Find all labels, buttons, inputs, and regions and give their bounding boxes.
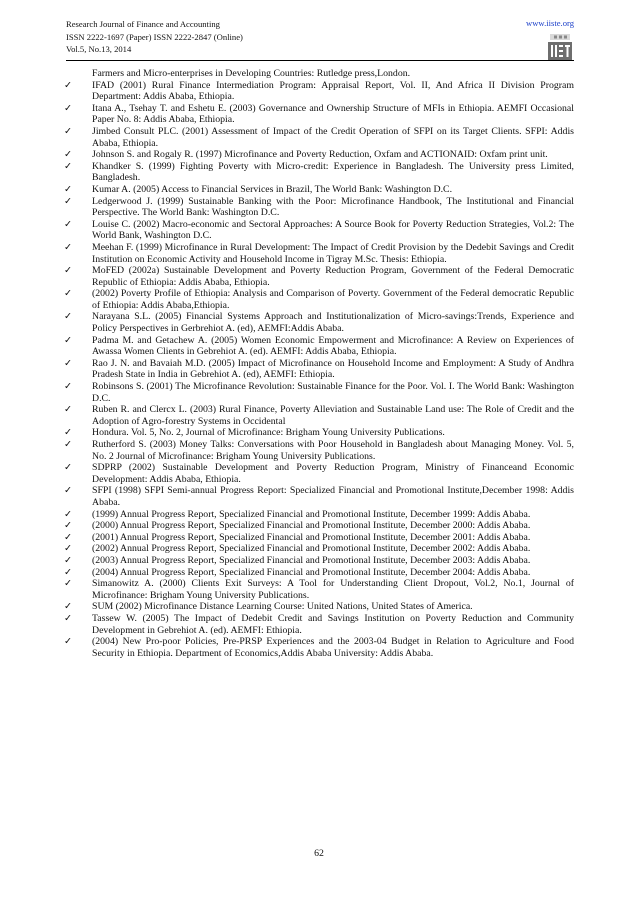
check-mark-icon: ✓ xyxy=(64,288,73,300)
reference-item xyxy=(64,404,574,427)
reference-item xyxy=(64,161,574,184)
reference-text: Simanowitz A. (2000) Clients Exit Surveys: A Tool for Understanding Client Dropout, Vol.2, No.1, Journal of Microfinance: Brigham Young University Publications. xyxy=(92,578,574,601)
reference-text: Khandker S. (1999) Fighting Poverty with Micro-credit: Experience in Bangladesh. The University press Limited, Bangladesh. xyxy=(92,160,574,184)
reference-text: Meehan F. (1999) Microfinance in Rural Development: The Impact of Credit Provision by the Dedebit Savings and Credit Institution on Economic Activity and Household Income in Tigray M.Sc. Thesis: Ethiopia. xyxy=(92,241,574,265)
reference-text: (1999) Annual Progress Report, Specialized Financial and Promotional Institute, December 1999: Addis Ababa. xyxy=(92,508,531,520)
reference-item xyxy=(64,520,574,532)
reference-item xyxy=(64,613,574,636)
check-mark-icon: ✓ xyxy=(64,462,73,474)
reference-text: Rao J. N. and Bavaiah M.D. (2005) Impact of Microfinance on Household Income and Employment: A Study of Andhra Pradesh State in India in Gebrehiot A. (ed), AEMFI: Ethiopia. xyxy=(92,357,574,381)
check-mark-icon: ✓ xyxy=(64,404,73,416)
reference-item xyxy=(64,485,574,508)
reference-text: Jimbed Consult PLC. (2001) Assessment of Impact of the Credit Operation of SFPI on its Target Clients. SFPI: Addis Ababa, Ethiopia. xyxy=(92,125,574,149)
reference-text: (2000) Annual Progress Report, Specialized Financial and Promotional Institute, December 2000: Addis Ababa. xyxy=(92,520,531,532)
check-mark-icon: ✓ xyxy=(64,485,73,497)
reference-item xyxy=(64,219,574,242)
reference-item xyxy=(64,532,574,544)
reference-item xyxy=(64,601,574,613)
iiste-logo-icon xyxy=(548,34,572,60)
reference-item xyxy=(64,567,574,579)
reference-text: (2003) Annual Progress Report, Specialized Financial and Promotional Institute, December 2003: Addis Ababa. xyxy=(92,554,531,566)
reference-item xyxy=(64,555,574,567)
reference-item xyxy=(64,509,574,521)
reference-text: SUM (2002) Microfinance Distance Learning Course: United Nations, United States of America. xyxy=(92,601,473,613)
reference-items xyxy=(64,80,574,660)
reference-item xyxy=(64,358,574,381)
reference-text: (2002) Annual Progress Report, Specialized Financial and Promotional Institute, December 2002: Addis Ababa. xyxy=(92,543,531,555)
reference-text: Ledgerwood J. (1999) Sustainable Banking with the Poor: Microfinance Handbook, The Institutional and Financial Perspective. The World Bank: Washington D.C. xyxy=(92,195,574,219)
reference-item xyxy=(64,242,574,265)
check-mark-icon: ✓ xyxy=(64,357,73,369)
check-mark-icon: ✓ xyxy=(64,531,73,543)
reference-text: (2004) Annual Progress Report, Specialized Financial and Promotional Institute, December 2004: Addis Ababa. xyxy=(92,566,531,578)
reference-text: MoFED (2002a) Sustainable Development and Poverty Reduction Program, Government of the Federal Democratic Republic of Ethiopia: Addis Ababa, Ethiopia. xyxy=(92,265,574,288)
check-mark-icon: ✓ xyxy=(64,311,73,323)
reference-item xyxy=(64,427,574,439)
running-header xyxy=(66,18,243,56)
reference-item xyxy=(64,439,574,462)
reference-text: (2001) Annual Progress Report, Specialized Financial and Promotional Institute, December 2001: Addis Ababa. xyxy=(92,531,531,543)
reference-item xyxy=(64,126,574,149)
reference-text: Kumar A. (2005) Access to Financial Services in Brazil, The World Bank: Washington D.C. xyxy=(92,183,453,195)
reference-text: (2004) New Pro-poor Policies, Pre-PRSP Experiences and the 2003-04 Budget in Relation to Agriculture and Food Security in Ethiopia. Department of Economics,Addis Ababa University: Addis Ababa. xyxy=(92,636,574,659)
reference-item xyxy=(64,311,574,334)
check-mark-icon: ✓ xyxy=(64,218,73,230)
check-mark-icon: ✓ xyxy=(64,195,73,207)
check-mark-icon: ✓ xyxy=(64,520,73,532)
journal-name: Research Journal of Finance and Accounting xyxy=(66,19,220,29)
reference-list xyxy=(64,68,574,659)
check-mark-icon: ✓ xyxy=(64,102,73,114)
check-mark-icon: ✓ xyxy=(64,554,73,566)
reference-continuation: Farmers and Micro-enterprises in Developing Countries: Rutledge press,London. xyxy=(92,68,411,79)
reference-item xyxy=(64,462,574,485)
reference-text: Ruben R. and Clercx L. (2003) Rural Finance, Poverty Alleviation and Sustainable Land use: The Role of Credit and the Adoption of Agro-forestry Systems in Occidental xyxy=(92,404,574,427)
check-mark-icon: ✓ xyxy=(64,183,73,195)
reference-text: SDPRP (2002) Sustainable Development and Poverty Reduction Program, Ministry of Financeand Economic Development: Addis Ababa, Ethiopia. xyxy=(92,462,574,485)
reference-text: Louise C. (2002) Macro-economic and Sectoral Approaches: A Source Book for Poverty Reduction Strategies, Vol.2: The World Bank, Washington D.C. xyxy=(92,218,574,242)
check-mark-icon: ✓ xyxy=(64,439,73,450)
check-mark-icon: ✓ xyxy=(64,79,73,91)
reference-text: IFAD (2001) Rural Finance Intermediation Program: Appraisal Report, Vol. II, And Africa II Division Program Department: Addis Ababa, Ethiopia. xyxy=(92,79,574,103)
reference-item xyxy=(64,265,574,288)
check-mark-icon: ✓ xyxy=(64,160,73,172)
reference-text: Rutherford S. (2003) Money Talks: Conversations with Poor Household in Bangladesh about Managing Money. Vol. 5, No. 2 Journal of Microfinance: Brigham Young University Publications. xyxy=(92,439,574,462)
reference-item xyxy=(64,381,574,404)
reference-text: Johnson S. and Rogaly R. (1997) Microfinance and Poverty Reduction, Oxfam and ACTIONAID: Oxfam print unit. xyxy=(92,149,548,161)
reference-text: Robinsons S. (2001) The Microfinance Revolution: Sustainable Finance for the Poor. Vol. I. The World Bank: Washington D.C. xyxy=(92,381,574,404)
check-mark-icon: ✓ xyxy=(64,612,73,624)
reference-text: (2002) Poverty Profile of Ethiopia: Analysis and Comparison of Poverty. Government of the Federal democratic Republic of Ethiopia: Addis Ababa,Ethiopia. xyxy=(92,288,574,311)
check-mark-icon: ✓ xyxy=(64,543,73,555)
reference-text: Hondura. Vol. 5, No. 2, Journal of Microfinance: Brigham Young University Publications. xyxy=(92,427,445,439)
reference-item xyxy=(64,103,574,126)
journal-url-link[interactable]: www.iiste.org xyxy=(526,18,574,28)
check-mark-icon: ✓ xyxy=(64,427,73,439)
reference-text: Itana A., Tsehay T. and Eshetu E. (2003) Governance and Ownership Structure of MFIs in Ethiopia. AEMFI Occasional Paper No. 8: Addis Ababa, Ethiopia. xyxy=(92,102,574,126)
check-mark-icon: ✓ xyxy=(64,601,73,613)
reference-item xyxy=(64,184,574,196)
check-mark-icon: ✓ xyxy=(64,566,73,578)
check-mark-icon: ✓ xyxy=(64,578,73,590)
reference-item xyxy=(64,636,574,659)
check-mark-icon: ✓ xyxy=(64,125,73,137)
reference-item xyxy=(64,149,574,161)
check-mark-icon: ✓ xyxy=(64,241,73,253)
reference-text: Narayana S.L. (2005) Financial Systems Approach and Institutionalization of Micro-savings:Trends, Experience and Policy Perspectives in Gerbrehiot A. (ed), AEMFI:Addis Ababa. xyxy=(92,311,574,335)
check-mark-icon: ✓ xyxy=(64,265,73,277)
reference-text: Padma M. and Getachew A. (2005) Women Economic Empowerment and Microfinance: A Review on Experiences of Awassa Women Clients in Gebrehiot A. (ed). AEMFI: Addis Ababa, Ethiopia. xyxy=(92,334,574,358)
volume-line: Vol.5, No.13, 2014 xyxy=(66,44,132,55)
check-mark-icon: ✓ xyxy=(64,508,73,520)
reference-text: SFPI (1998) SFPI Semi-annual Progress Report: Specialized Financial and Promotional Institute,December 1998: Addis Ababa. xyxy=(92,485,574,508)
reference-item xyxy=(64,288,574,311)
reference-item xyxy=(64,335,574,358)
reference-item xyxy=(64,578,574,601)
page-number: 62 xyxy=(314,848,324,859)
reference-item xyxy=(64,80,574,103)
issn-line: ISSN 2222-1697 (Paper) ISSN 2222-2847 (Online) xyxy=(66,31,243,42)
header-rule xyxy=(66,60,574,61)
check-mark-icon: ✓ xyxy=(64,636,73,648)
reference-item xyxy=(64,543,574,555)
check-mark-icon: ✓ xyxy=(64,149,73,161)
check-mark-icon: ✓ xyxy=(64,334,73,346)
check-mark-icon: ✓ xyxy=(64,381,73,393)
reference-text: Tassew W. (2005) The Impact of Dedebit Credit and Savings Institution on Poverty Reduction and Community Development in Gebrehiot A. (ed). AEMFI: Ethiopia. xyxy=(92,612,574,636)
reference-item xyxy=(64,196,574,219)
